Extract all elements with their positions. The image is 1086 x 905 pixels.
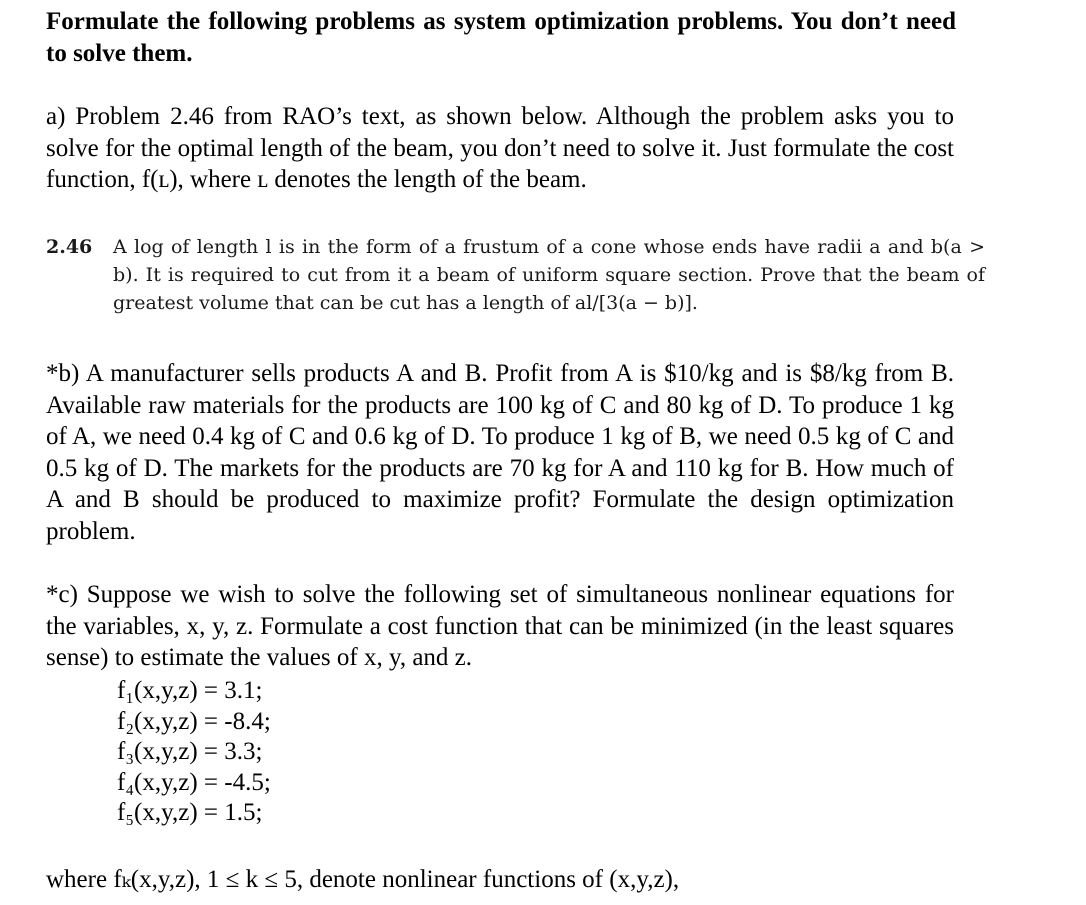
excerpt-problem-text: A log of length l is in the form of a frustum of a cone whose ends have radii a and b(a > b). It is required to cut from it a beam of uniform square section. Prove that the beam of greatest volume that can be cut has a length of al/[3(a − b)]. xyxy=(113,236,985,314)
equation-list xyxy=(117,676,271,829)
footer-note: where fₖ(x,y,z), 1 ≤ k ≤ 5, denote nonlinear functions of (x,y,z), xyxy=(46,866,680,893)
equation-line: f₂(x,y,z) = -8.4; xyxy=(117,707,271,735)
excerpt-problem-number: 2.46 xyxy=(46,236,93,258)
part-a-paragraph: a) Problem 2.46 from RAO’s text, as shown below. Although the problem asks you to solve for the optimal length of the beam, you don’t need to solve it. Just formulate the cost function, f(ʟ), where ʟ denotes the length of the beam. xyxy=(46,103,954,193)
assignment-heading: Formulate the following problems as system optimization problems. You don’t need to solve them. xyxy=(46,8,956,67)
part-b-paragraph: *b) A manufacturer sells products A and B. Profit from A is $10/kg and is $8/kg from B. Available raw materials for the products are 100 kg of C and 80 kg of D. To produce 1 kg of A, we need 0.4 kg of C and 0.6 kg of D. To produce 1 kg of B, we need 0.5 kg of C and 0.5 kg of D. The markets for the products are 70 kg for A and 110 kg for B. How much of A and B should be produced to maximize profit? Formulate the design optimization problem. xyxy=(46,360,954,545)
equation-line: f₃(x,y,z) = 3.3; xyxy=(117,738,263,765)
equation-line: f₁(x,y,z) = 3.1; xyxy=(117,677,263,704)
equation-line: f₄(x,y,z) = -4.5; xyxy=(117,768,271,796)
part-c-paragraph: *c) Suppose we wish to solve the following set of simultaneous nonlinear equations for the variables, x, y, z. Formulate a cost function that can be minimized (in the least squares sense) to estimate the values of x, y, and z. xyxy=(46,581,954,671)
equation-line: f₅(x,y,z) = 1.5; xyxy=(117,799,263,826)
